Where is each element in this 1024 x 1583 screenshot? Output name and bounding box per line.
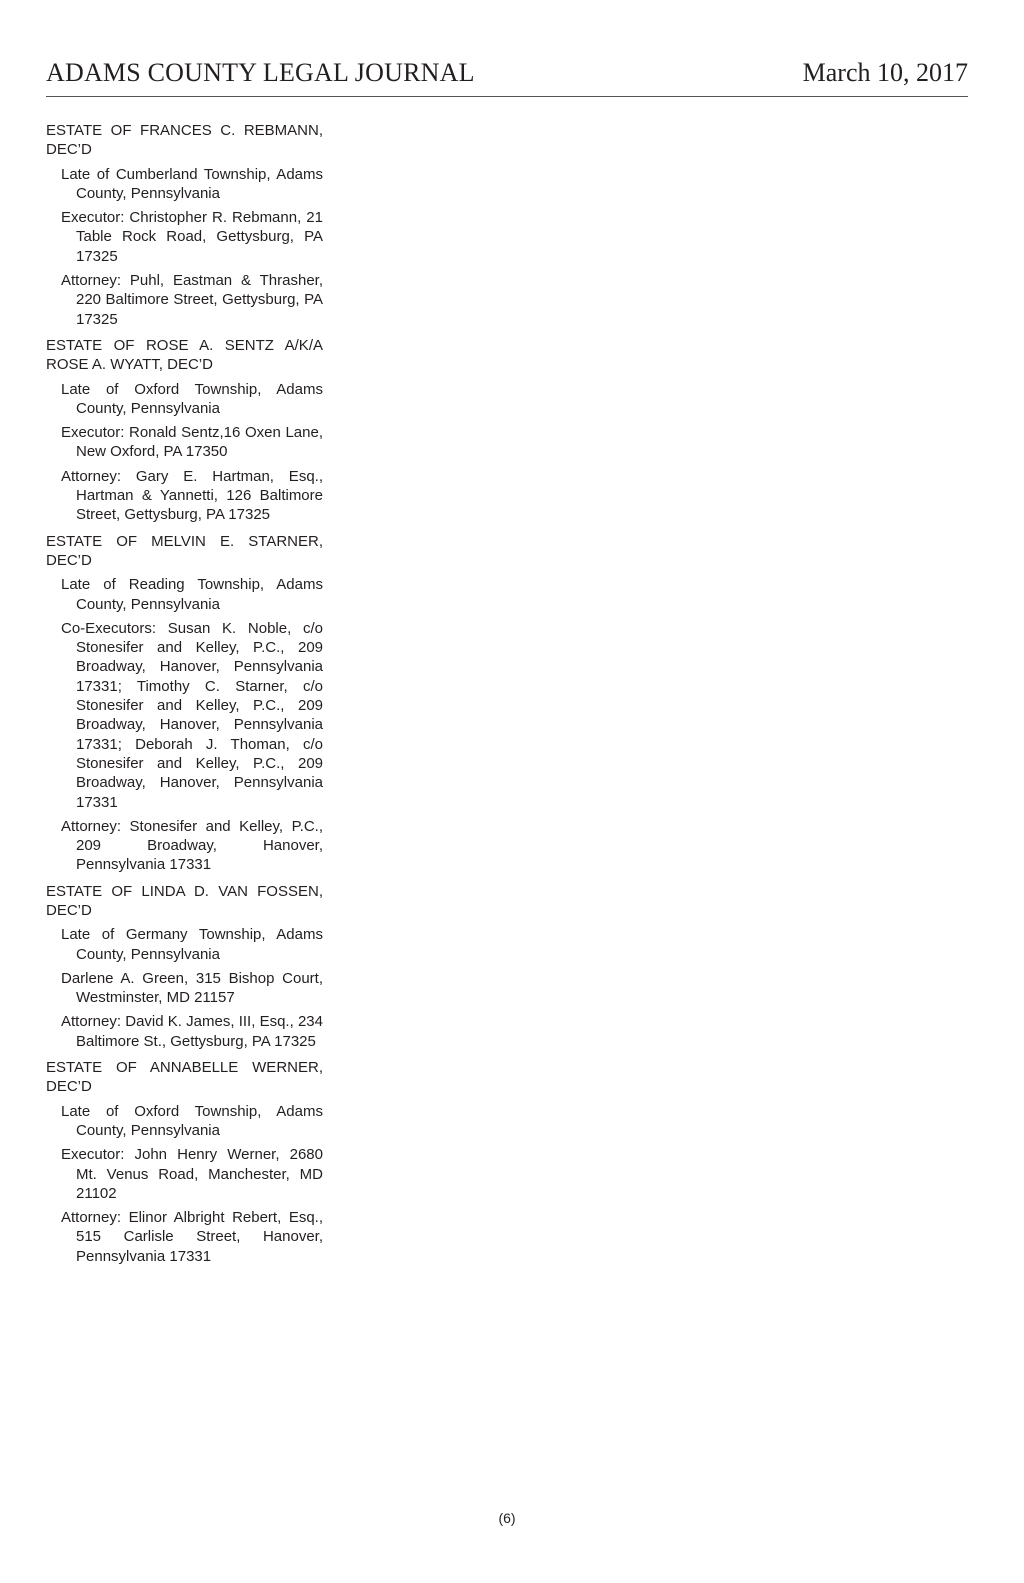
estate-notices-column — [46, 121, 323, 1273]
estate-executor: Darlene A. Green, 315 Bishop Court, Westminster, MD 21157 — [61, 969, 323, 1007]
page-number: (6) — [498, 1510, 516, 1526]
estate-attorney: Attorney: Puhl, Eastman & Thrasher, 220 Baltimore Street, Gettysburg, PA 17325 — [61, 272, 323, 328]
estate-executor: Executor: Ronald Sentz,16 Oxen Lane, New Oxford, PA 17350 — [61, 424, 323, 461]
estate-attorney: Attorney: Elinor Albright Rebert, Esq., 515 Carlisle Street, Hanover, Pennsylvania 17331 — [61, 1209, 323, 1265]
estate-name: ESTATE OF ROSE A. SENTZ A/K/A ROSE A. WYATT, DEC’D — [46, 336, 323, 374]
estate-residence: Late of Cumberland Township, Adams County, Pennsylvania — [61, 165, 323, 202]
issue-date: March 10, 2017 — [802, 58, 968, 87]
estate-executor: Executor: Christopher R. Rebmann, 21 Table Rock Road, Gettysburg, PA 17325 — [61, 209, 323, 265]
estate-residence: Late of Germany Township, Adams County, Pennsylvania — [61, 926, 323, 963]
estate-notice — [46, 532, 323, 875]
estate-name: ESTATE OF LINDA D. VAN FOSSEN, DEC’D — [46, 882, 323, 919]
journal-title: ADAMS COUNTY LEGAL JOURNAL — [46, 58, 475, 87]
estate-attorney: Attorney: Stonesifer and Kelley, P.C., 209 Broadway, Hanover, Pennsylvania 17331 — [61, 817, 323, 874]
estate-notice — [46, 336, 323, 525]
estate-notice — [46, 121, 323, 329]
estate-executor: Co-Executors: Susan K. Noble, c/o Stonesifer and Kelley, P.C., 209 Broadway, Hanover, Pennsylvania 17331; Timothy C. Starner, c/o Stonesifer and Kelley, P.C., 209 Broadway, Hanover, Pennsylvania 17331; Deborah J. Thoman, c/o Stonesifer and Kelley, P.C., 209 Broadway, Hanover, Pennsylvania 17331 — [61, 619, 323, 811]
estate-notice — [46, 1058, 323, 1266]
estate-residence: Late of Oxford Township, Adams County, Pennsylvania — [61, 1102, 323, 1139]
estate-name: ESTATE OF MELVIN E. STARNER, DEC’D — [46, 532, 323, 569]
estate-executor: Executor: John Henry Werner, 2680 Mt. Venus Road, Manchester, MD 21102 — [61, 1146, 323, 1202]
estate-attorney: Attorney: Gary E. Hartman, Esq., Hartman & Yannetti, 126 Baltimore Street, Gettysburg, PA 17325 — [61, 467, 323, 524]
estate-attorney: Attorney: David K. James, III, Esq., 234 Baltimore St., Gettysburg, PA 17325 — [61, 1013, 323, 1050]
page-header — [46, 58, 968, 97]
estate-residence: Late of Reading Township, Adams County, Pennsylvania — [61, 576, 323, 613]
estate-name: ESTATE OF FRANCES C. REBMANN, DEC’D — [46, 122, 323, 159]
estate-name: ESTATE OF ANNABELLE WERNER, DEC’D — [46, 1059, 323, 1096]
estate-notice — [46, 882, 323, 1051]
estate-residence: Late of Oxford Township, Adams County, Pennsylvania — [61, 380, 323, 417]
